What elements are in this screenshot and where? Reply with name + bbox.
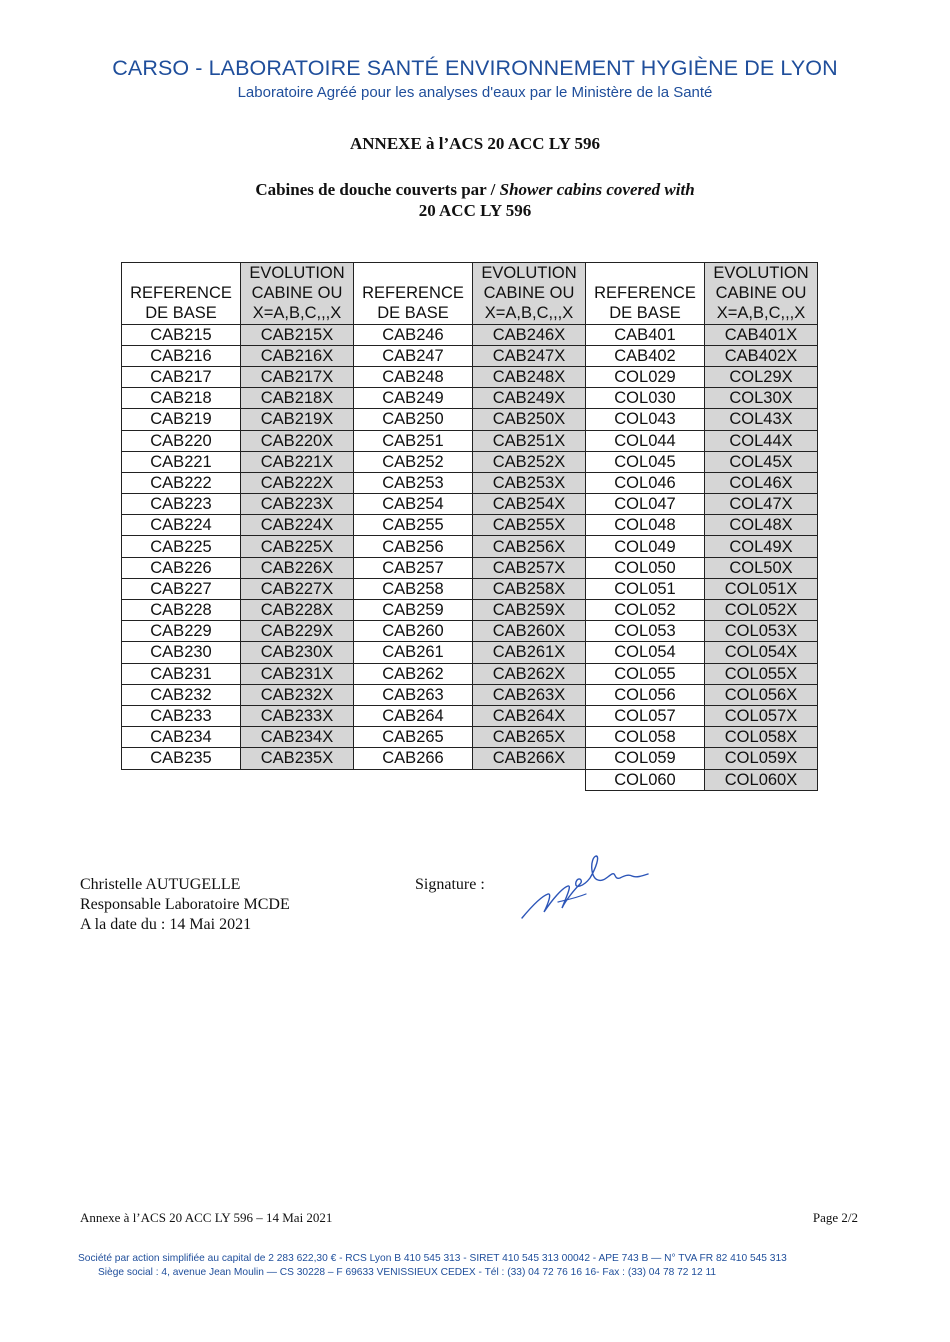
table-cell: CAB228X [241, 600, 354, 621]
table-row [122, 388, 818, 409]
table-cell: COL051X [705, 578, 818, 599]
table-row [122, 494, 818, 515]
table-cell: CAB233 [122, 705, 241, 726]
table-cell: CAB222 [122, 472, 241, 493]
table-cell: CAB262X [473, 663, 586, 684]
signatory-block [80, 875, 290, 935]
table-cell: CAB250X [473, 409, 586, 430]
table-header-cell [354, 263, 473, 284]
table-cell: COL50X [705, 557, 818, 578]
table-cell: CAB401 [586, 324, 705, 345]
table-cell: COL057 [586, 705, 705, 726]
table-cell: COL46X [705, 472, 818, 493]
table-row [122, 769, 818, 790]
table-cell: CAB249 [354, 388, 473, 409]
table-header-cell: CABINE OU [473, 283, 586, 303]
table-cell: CAB216X [241, 345, 354, 366]
table-cell: COL056X [705, 684, 818, 705]
table-cell: CAB251 [354, 430, 473, 451]
table-cell: CAB259X [473, 600, 586, 621]
table-cell: COL057X [705, 705, 818, 726]
table-row [122, 663, 818, 684]
table-cell: COL049 [586, 536, 705, 557]
table-header-cell: REFERENCE [354, 283, 473, 303]
table-cell: CAB263 [354, 684, 473, 705]
table-cell: CAB256 [354, 536, 473, 557]
table-header-cell: EVOLUTION [241, 263, 354, 284]
table-cell: CAB220 [122, 430, 241, 451]
table-cell: CAB259 [354, 600, 473, 621]
table-header-cell: REFERENCE [122, 283, 241, 303]
table-row [122, 748, 818, 769]
table-cell: CAB401X [705, 324, 818, 345]
table-cell: CAB231 [122, 663, 241, 684]
signature-label: Signature : [415, 876, 485, 893]
table-cell: CAB215X [241, 324, 354, 345]
table-cell: COL054 [586, 642, 705, 663]
table-cell: COL051 [586, 578, 705, 599]
table-cell: CAB230 [122, 642, 241, 663]
table-cell: CAB265X [473, 727, 586, 748]
table-cell: CAB216 [122, 345, 241, 366]
table-cell: CAB248 [354, 366, 473, 387]
cabines-heading-en: Shower cabins covered with [499, 180, 695, 199]
table-row [122, 451, 818, 472]
cabines-heading-fr: Cabines de douche couverts par / [255, 180, 496, 199]
table-row [122, 621, 818, 642]
lab-title: CARSO - LABORATOIRE SANTÉ ENVIRONNEMENT HYGIÈNE DE LYON [112, 56, 838, 80]
table-header-cell: CABINE OU [241, 283, 354, 303]
table-cell: CAB222X [241, 472, 354, 493]
table-cell: CAB246X [473, 324, 586, 345]
table-cell: CAB220X [241, 430, 354, 451]
lab-subtitle: Laboratoire Agréé pour les analyses d'eaux par le Ministère de la Santé [237, 84, 713, 101]
table-row [122, 705, 818, 726]
table-cell: CAB232 [122, 684, 241, 705]
table-cell: CAB248X [473, 366, 586, 387]
table-row [122, 515, 818, 536]
table-cell: CAB231X [241, 663, 354, 684]
table-cell: CAB252 [354, 451, 473, 472]
table-cell: COL055 [586, 663, 705, 684]
table-cell [122, 769, 241, 790]
table-cell: CAB255X [473, 515, 586, 536]
footer-page-number: Page 2/2 [812, 1210, 858, 1225]
table-cell [354, 769, 473, 790]
table-cell: COL43X [705, 409, 818, 430]
signatory-date: A la date du : 14 Mai 2021 [80, 916, 252, 933]
table-row [122, 324, 818, 345]
table-cell: CAB219X [241, 409, 354, 430]
table-cell: CAB218 [122, 388, 241, 409]
table-cell: CAB234 [122, 727, 241, 748]
table-cell: CAB226X [241, 557, 354, 578]
table-header-row [122, 263, 818, 284]
table-header-cell: X=A,B,C,,,X [705, 303, 818, 324]
footer-annexe: Annexe à l’ACS 20 ACC LY 596 – 14 Mai 2021 [80, 1210, 333, 1225]
table-cell: CAB218X [241, 388, 354, 409]
table-cell: CAB262 [354, 663, 473, 684]
table-cell: COL058X [705, 727, 818, 748]
table-cell: CAB266X [473, 748, 586, 769]
annexe-title: ANNEXE à l’ACS 20 ACC LY 596 [350, 134, 600, 153]
table-cell: CAB233X [241, 705, 354, 726]
table-cell: CAB261X [473, 642, 586, 663]
table-cell: CAB246 [354, 324, 473, 345]
table-header-cell: EVOLUTION [705, 263, 818, 284]
table-cell: COL046 [586, 472, 705, 493]
table-cell: COL054X [705, 642, 818, 663]
table-cell: CAB253 [354, 472, 473, 493]
table-cell: CAB229X [241, 621, 354, 642]
table-cell: COL059 [586, 748, 705, 769]
table-cell: COL048 [586, 515, 705, 536]
table-cell: COL30X [705, 388, 818, 409]
table-row [122, 578, 818, 599]
signatory-name: Christelle AUTUGELLE [80, 876, 241, 893]
table-header-cell: DE BASE [354, 303, 473, 324]
cabines-heading-ref: 20 ACC LY 596 [418, 201, 532, 220]
table-cell: CAB217 [122, 366, 241, 387]
table-cell: COL45X [705, 451, 818, 472]
signatory-role: Responsable Laboratoire MCDE [80, 896, 290, 913]
table-cell: CAB258 [354, 578, 473, 599]
table-cell: COL055X [705, 663, 818, 684]
table-cell: COL053X [705, 621, 818, 642]
table-row [122, 684, 818, 705]
table-row [122, 472, 818, 493]
table-cell: CAB253X [473, 472, 586, 493]
table-row [122, 557, 818, 578]
table-header-cell: CABINE OU [705, 283, 818, 303]
table-cell: CAB223 [122, 494, 241, 515]
table-row [122, 727, 818, 748]
table-header-cell: REFERENCE [586, 283, 705, 303]
table-cell: COL052 [586, 600, 705, 621]
table-cell: CAB265 [354, 727, 473, 748]
table-cell: CAB256X [473, 536, 586, 557]
table-cell: CAB247 [354, 345, 473, 366]
table-cell: COL060 [586, 769, 705, 790]
table-cell: CAB223X [241, 494, 354, 515]
table-header-row [122, 283, 818, 303]
reference-table [121, 262, 818, 791]
table-cell [473, 769, 586, 790]
table-cell: COL052X [705, 600, 818, 621]
table-header-cell: DE BASE [586, 303, 705, 324]
table-cell: CAB232X [241, 684, 354, 705]
table-cell: COL44X [705, 430, 818, 451]
table-cell: CAB224 [122, 515, 241, 536]
table-cell: CAB215 [122, 324, 241, 345]
table-header-cell: EVOLUTION [473, 263, 586, 284]
table-cell: CAB230X [241, 642, 354, 663]
table-cell: CAB219 [122, 409, 241, 430]
cabines-heading [0, 180, 950, 200]
table-cell: CAB227X [241, 578, 354, 599]
table-row [122, 409, 818, 430]
table-cell: COL058 [586, 727, 705, 748]
table-cell: CAB225 [122, 536, 241, 557]
table-cell: COL059X [705, 748, 818, 769]
handwritten-signature [518, 848, 653, 933]
table-cell: COL49X [705, 536, 818, 557]
table-row [122, 366, 818, 387]
table-cell: COL044 [586, 430, 705, 451]
table-cell: CAB235X [241, 748, 354, 769]
table-cell: CAB255 [354, 515, 473, 536]
table-cell: CAB263X [473, 684, 586, 705]
table-cell: COL029 [586, 366, 705, 387]
reference-table-body [122, 263, 818, 791]
table-cell: CAB264 [354, 705, 473, 726]
table-cell: CAB221 [122, 451, 241, 472]
table-cell: CAB260X [473, 621, 586, 642]
table-cell: COL030 [586, 388, 705, 409]
table-cell: CAB402X [705, 345, 818, 366]
table-cell: CAB254 [354, 494, 473, 515]
table-cell: CAB254X [473, 494, 586, 515]
table-cell: COL043 [586, 409, 705, 430]
table-cell: COL060X [705, 769, 818, 790]
table-cell: CAB257 [354, 557, 473, 578]
table-row [122, 536, 818, 557]
table-cell: CAB252X [473, 451, 586, 472]
table-cell: COL047 [586, 494, 705, 515]
table-cell: CAB224X [241, 515, 354, 536]
table-cell: CAB250 [354, 409, 473, 430]
table-cell: CAB251X [473, 430, 586, 451]
table-cell [241, 769, 354, 790]
table-cell: CAB247X [473, 345, 586, 366]
legal-line-2: Siège social : 4, avenue Jean Moulin — CS 30228 – F 69633 VENISSIEUX CEDEX - Tél : (33) 04 72 76 16 16- Fax : (33) 04 78 72 12 11 [98, 1267, 717, 1278]
table-cell: COL053 [586, 621, 705, 642]
table-cell: COL045 [586, 451, 705, 472]
table-header-cell [586, 263, 705, 284]
table-cell: CAB402 [586, 345, 705, 366]
table-cell: CAB261 [354, 642, 473, 663]
legal-line-1: Société par action simplifiée au capital de 2 283 622,30 € - RCS Lyon B 410 545 313 - SIRET 410 545 313 00042 - APE 743 B — N° TVA FR 82 410 545 313 [78, 1253, 787, 1264]
table-cell: COL29X [705, 366, 818, 387]
table-cell: CAB228 [122, 600, 241, 621]
table-cell: CAB225X [241, 536, 354, 557]
table-cell: COL050 [586, 557, 705, 578]
table-header-row [122, 303, 818, 324]
table-row [122, 430, 818, 451]
table-cell: CAB226 [122, 557, 241, 578]
table-cell: CAB229 [122, 621, 241, 642]
table-row [122, 642, 818, 663]
table-header-cell: X=A,B,C,,,X [241, 303, 354, 324]
table-cell: COL47X [705, 494, 818, 515]
table-row [122, 345, 818, 366]
table-cell: CAB227 [122, 578, 241, 599]
table-cell: CAB257X [473, 557, 586, 578]
table-header-cell: DE BASE [122, 303, 241, 324]
table-cell: CAB221X [241, 451, 354, 472]
table-cell: CAB266 [354, 748, 473, 769]
table-cell: COL48X [705, 515, 818, 536]
table-cell: COL056 [586, 684, 705, 705]
table-cell: CAB235 [122, 748, 241, 769]
table-cell: CAB249X [473, 388, 586, 409]
table-cell: CAB258X [473, 578, 586, 599]
table-cell: CAB264X [473, 705, 586, 726]
table-row [122, 600, 818, 621]
table-cell: CAB217X [241, 366, 354, 387]
table-header-cell [122, 263, 241, 284]
table-header-cell: X=A,B,C,,,X [473, 303, 586, 324]
table-cell: CAB234X [241, 727, 354, 748]
table-cell: CAB260 [354, 621, 473, 642]
